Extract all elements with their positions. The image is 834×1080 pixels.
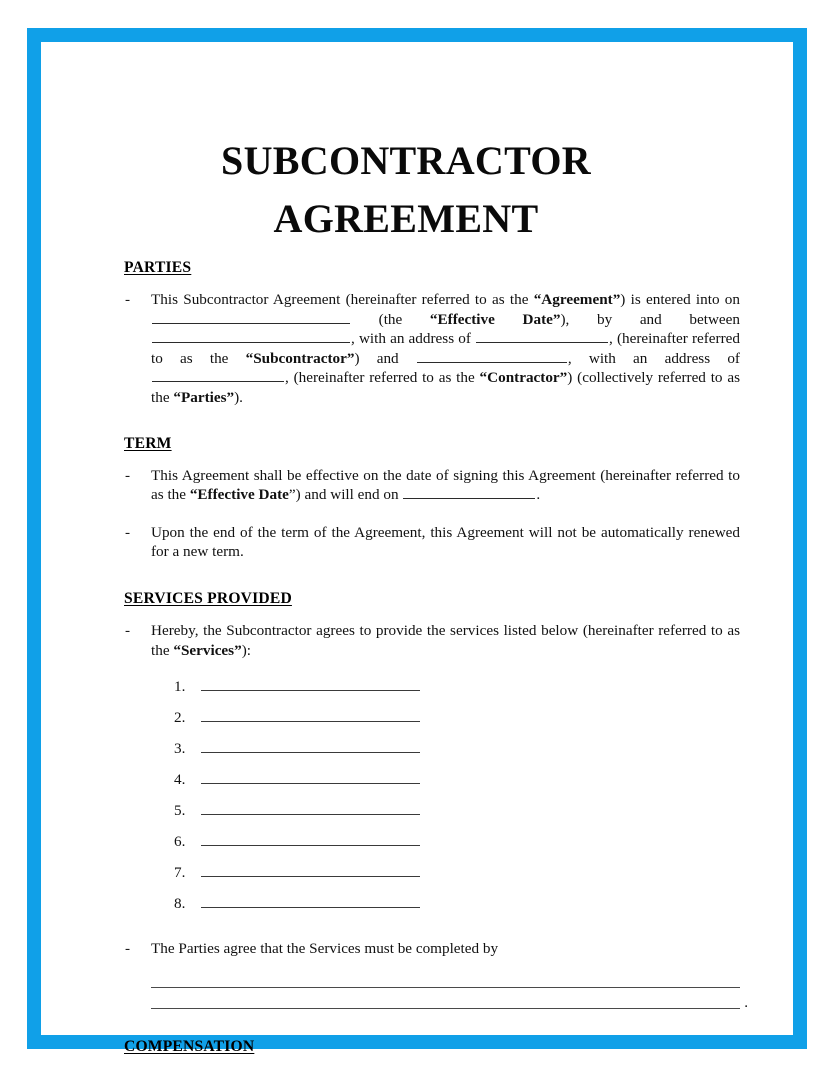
parties-bold-agreement: “Agreement” [533,291,621,308]
service-blank-4[interactable] [201,769,420,784]
term-clause-1 [124,466,740,505]
parties-text-4: ), by and between [560,310,740,328]
list-item [174,831,740,862]
contractor-name-blank[interactable] [417,349,567,363]
service-blank-6[interactable] [201,831,420,846]
completion-period: . [744,993,748,1011]
list-item [174,893,740,924]
effective-date-blank[interactable] [152,310,350,324]
term-clause-2-text: Upon the end of the term of the Agreement, this Agreement will not be automatically renewed for a new term. [151,523,740,561]
services-completion-text: The Parties agree that the Services must be completed by [151,940,499,958]
subcontractor-name-blank[interactable] [152,329,350,343]
section-heading-term: TERM [124,434,172,452]
list-item [174,769,740,800]
parties-bold-subcontractor: “Subcontractor” [245,349,355,367]
parties-bold-contractor: “Contractor” [479,369,568,387]
parties-text-3: (the [351,310,430,328]
parties-bold-parties: “Parties” [173,388,235,406]
service-blank-7[interactable] [201,862,420,877]
service-blank-2[interactable] [201,707,420,722]
document-title-line-2: AGREEMENT [273,196,539,241]
parties-text-8: , with an address of [567,349,740,367]
parties-text-10: ) (collectively referred to as the [151,369,740,406]
section-heading-services-provided: SERVICES PROVIDED [124,589,292,607]
parties-text-5: , with an address of [351,330,476,348]
list-item-number: 5. [174,802,186,820]
subcontractor-address-blank[interactable] [476,329,608,343]
bullet-dash-icon: - [125,621,131,639]
list-item [174,738,740,769]
term-end-date-blank[interactable] [403,485,535,499]
bullet-dash-icon: - [125,466,131,484]
completion-blank-line-2[interactable] [151,988,748,1011]
completion-blank-line-1[interactable] [151,967,740,988]
services-intro-text-2: ): [241,641,251,659]
bullet-dash-icon: - [125,291,131,308]
parties-clause [124,290,740,408]
section-heading-parties: PARTIES [124,259,192,276]
contractor-address-blank[interactable] [152,368,284,382]
term-text-3: . [536,486,541,504]
list-item-number: 6. [174,833,186,851]
parties-bold-effective-date: “Effective Date” [429,310,561,328]
document-border-frame [27,28,807,1055]
service-blank-5[interactable] [201,800,420,815]
list-item [174,676,740,707]
bullet-dash-icon: - [125,523,131,541]
list-item-number: 7. [174,864,186,882]
document-page [41,42,793,1055]
term-text-2: ”) and will end on [288,486,403,504]
parties-text-6: , (hereinafter referred to as the [151,330,740,367]
parties-text-11: ). [234,388,243,406]
service-blank-1[interactable] [201,676,420,691]
list-item-number: 2. [174,709,186,727]
list-item [174,862,740,893]
services-bold-services: “Services” [173,641,242,659]
parties-text-7: ) and [354,349,416,367]
list-item-number: 3. [174,740,186,758]
bullet-dash-icon: - [125,940,131,958]
parties-text-9: , (hereinafter referred to as the [285,369,480,387]
term-text-1: This Agreement shall be effective on the date of signing this Agreement (hereinafter referred to as the [151,466,740,504]
services-intro-clause [124,621,740,660]
term-bold-effective-date: “Effective Date [189,486,289,504]
document-title-line-1: SUBCONTRACTOR [221,138,591,183]
document-title [96,132,716,248]
list-item-number: 8. [174,895,186,913]
parties-text-1: This Subcontractor Agreement (hereinafter referred to as the [151,291,534,308]
list-item [174,800,740,831]
parties-text-2: ) is entered into on [620,291,740,308]
list-item-number: 1. [174,678,186,696]
document-body [124,259,748,1056]
completion-blank-lines [124,967,748,1011]
service-blank-3[interactable] [201,738,420,753]
services-intro-text-1: Hereby, the Subcontractor agrees to provide the services listed below (hereinafter referred to as the [151,621,740,659]
services-completion-clause [124,939,740,959]
service-blank-8[interactable] [201,893,420,908]
list-item [174,707,740,738]
services-numbered-list [124,676,740,924]
term-clause-2 [124,523,740,562]
section-heading-compensation: COMPENSATION [124,1037,255,1055]
list-item-number: 4. [174,771,186,789]
